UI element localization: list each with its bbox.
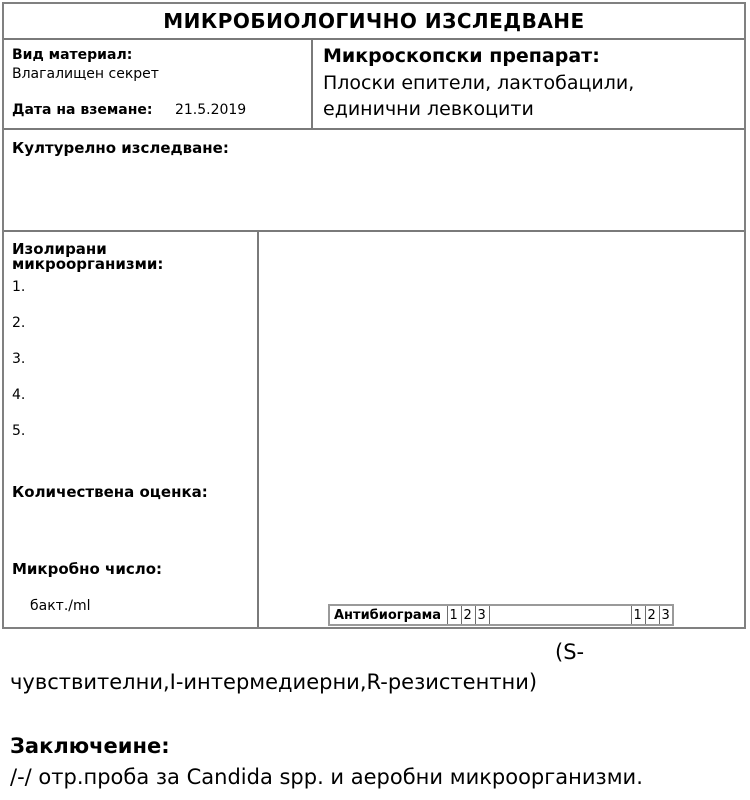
antibiogram-row (329, 605, 673, 625)
sensitivity-legend (2, 637, 746, 697)
report-header-row (4, 4, 744, 40)
specimen-row (4, 40, 744, 130)
antibiogram-col-right-2: 2 (645, 605, 659, 625)
antibiogram-empty-cell (489, 605, 631, 625)
sampling-date-value: 21.5.2019 (174, 102, 247, 118)
page-title: МИКРОБИОЛОГИЧНО ИЗСЛЕДВАНЕ (163, 9, 585, 33)
antibiogram-col-right-3: 3 (659, 605, 673, 625)
antibiogram-col-left-3: 3 (475, 605, 489, 625)
culture-row (4, 130, 744, 232)
organism-slot-2: 2. (12, 315, 26, 331)
organism-slot-4: 4. (12, 387, 26, 403)
sampling-date-line (12, 101, 303, 120)
antibiogram-col-right-1: 1 (631, 605, 645, 625)
microbiology-report-table (2, 2, 746, 629)
quantitative-assessment-label: Количествена оценка: (12, 483, 208, 501)
material-label: Вид материал: (12, 47, 133, 63)
microbial-count-unit: бакт./ml (30, 598, 91, 614)
conclusion-text: /-/ отр.проба за Candida spp. и аеробни микроорганизми. (10, 765, 643, 789)
isolated-organisms-label: Изолирани микроорганизми: (12, 240, 164, 273)
organism-slot-5: 5. (12, 423, 26, 439)
conclusion-section (2, 733, 746, 792)
antibiogram-label: Антибиограма (329, 605, 447, 625)
material-value: Влагалищен секрет (12, 66, 159, 82)
microscopy-finding-line2: единични левкоцити (323, 98, 534, 120)
sensitivity-legend-line1: (S- (555, 640, 585, 664)
sampling-date-label: Дата на вземане: (12, 102, 153, 118)
organism-slot-1: 1. (12, 279, 26, 295)
antibiogram-col-left-1: 1 (447, 605, 461, 625)
microscopy-finding-line1: Плоски епители, лактобацили, (323, 72, 635, 94)
specimen-cell (4, 40, 313, 128)
culture-label: Културелно изследване: (12, 139, 229, 157)
antibiogram-table (328, 604, 674, 626)
isolated-organisms-cell (4, 232, 259, 627)
microscopy-label: Микроскопски препарат: (323, 45, 600, 67)
isolated-row (4, 232, 744, 627)
organism-slot-3: 3. (12, 351, 26, 367)
sensitivity-legend-line2: чувствителни,I-интермедиерни,R-резистентни) (10, 670, 538, 694)
antibiogram-col-left-2: 2 (461, 605, 475, 625)
results-cell (259, 232, 744, 627)
conclusion-label: Заключеине: (10, 734, 170, 758)
microbial-count-label: Микробно число: (12, 560, 163, 578)
microscopy-cell (313, 40, 744, 128)
